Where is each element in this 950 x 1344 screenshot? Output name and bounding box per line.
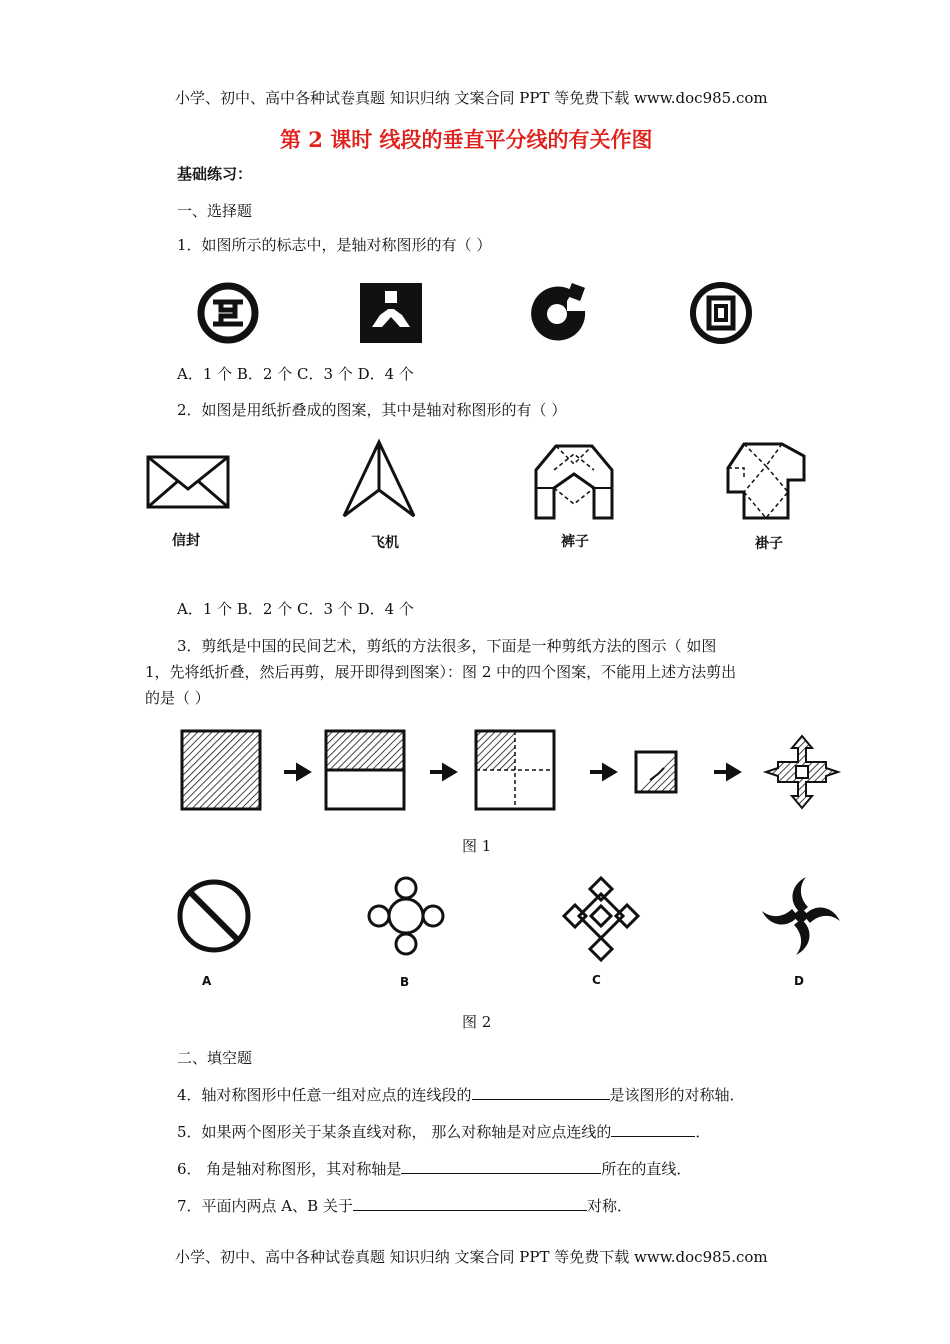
q4-suffix: 是该图形的对称轴． <box>609 1086 745 1104</box>
q2-caption-pants: 裤子 <box>561 534 589 550</box>
figure-2-d-swirl-icon <box>758 873 844 959</box>
q1-logo-coin-icon <box>688 280 754 346</box>
figure-2-b-circles-icon <box>368 876 444 956</box>
figure-1-folding-diagram <box>180 728 850 813</box>
q4 <box>177 1085 745 1105</box>
q7 <box>177 1196 632 1216</box>
q2-jacket-icon <box>724 440 808 522</box>
q2-caption-jacket: 褂子 <box>755 536 783 552</box>
q7-prefix: 7．平面内两点 A、B 关于 <box>177 1197 353 1215</box>
q4-prefix: 4．轴对称图形中任意一组对应点的连线段的 <box>177 1086 472 1104</box>
q1-logo-bank-icon <box>193 280 263 346</box>
q2-caption-envelope: 信封 <box>172 533 200 549</box>
q7-answer-blank[interactable] <box>353 1196 587 1211</box>
q1-text: 1．如图所示的标志中，是轴对称图形的有（ ） <box>177 236 492 254</box>
q3-line3: 的是（ ） <box>145 689 210 707</box>
figure-2-caption: 图 2 <box>462 1013 492 1031</box>
q6-prefix: 6． 角是轴对称图形，其对称轴是 <box>177 1160 402 1178</box>
q6 <box>177 1159 691 1179</box>
q5-answer-blank[interactable] <box>611 1122 695 1137</box>
q5 <box>177 1122 710 1142</box>
figure-1-caption: 图 1 <box>462 837 492 855</box>
q2-options: A．1 个 B．2 个 C．3 个 D．4 个 <box>177 600 414 618</box>
figure-2-c-knot-icon <box>562 876 640 962</box>
q2-caption-airplane: 飞机 <box>371 535 399 551</box>
q2-airplane-icon <box>342 440 416 520</box>
figure-2-label-c: C <box>592 973 601 987</box>
q5-suffix: ． <box>695 1123 711 1141</box>
section-fill: 二、填空题 <box>177 1049 253 1067</box>
q1-logo-construction-icon <box>360 283 422 343</box>
q1-logo-circle-icon <box>527 281 591 343</box>
figure-2-label-a: A <box>202 974 212 988</box>
figure-2-label-d: D <box>794 974 804 988</box>
q2-envelope-icon <box>146 455 230 509</box>
q6-suffix: 所在的直线． <box>601 1160 692 1178</box>
q3-line1: 3．剪纸是中国的民间艺术，剪纸的方法很多，下面是一种剪纸方法的图示（ 如图 <box>177 637 717 655</box>
page-header: 小学、初中、高中各种试卷真题 知识归纳 文案合同 PPT 等免费下载 www.doc985.com <box>175 89 768 107</box>
q4-answer-blank[interactable] <box>472 1085 610 1100</box>
section-basic: 基础练习： <box>177 165 253 183</box>
q2-pants-icon <box>534 440 614 520</box>
q6-answer-blank[interactable] <box>401 1159 601 1174</box>
figure-2-label-b: B <box>400 975 410 989</box>
q5-prefix: 5．如果两个图形关于某条直线对称， 那么对称轴是对应点连线的 <box>177 1123 612 1141</box>
q1-options: A．1 个 B．2 个 C．3 个 D．4 个 <box>177 365 414 383</box>
page-title: 第 2 课时 线段的垂直平分线的有关作图 <box>280 127 653 152</box>
figure-2-a-no-sign-icon <box>176 878 252 954</box>
section-choice: 一、选择题 <box>177 202 253 220</box>
page-footer: 小学、初中、高中各种试卷真题 知识归纳 文案合同 PPT 等免费下载 www.doc985.com <box>175 1248 768 1266</box>
q2-text: 2．如图是用纸折叠成的图案，其中是轴对称图形的有（ ） <box>177 401 567 419</box>
q7-suffix: 对称． <box>586 1197 632 1215</box>
q3-line2: 1，先将纸折叠，然后再剪，展开即得到图案）：图 2 中的四个图案，不能用上述方法剪出 <box>145 663 737 681</box>
